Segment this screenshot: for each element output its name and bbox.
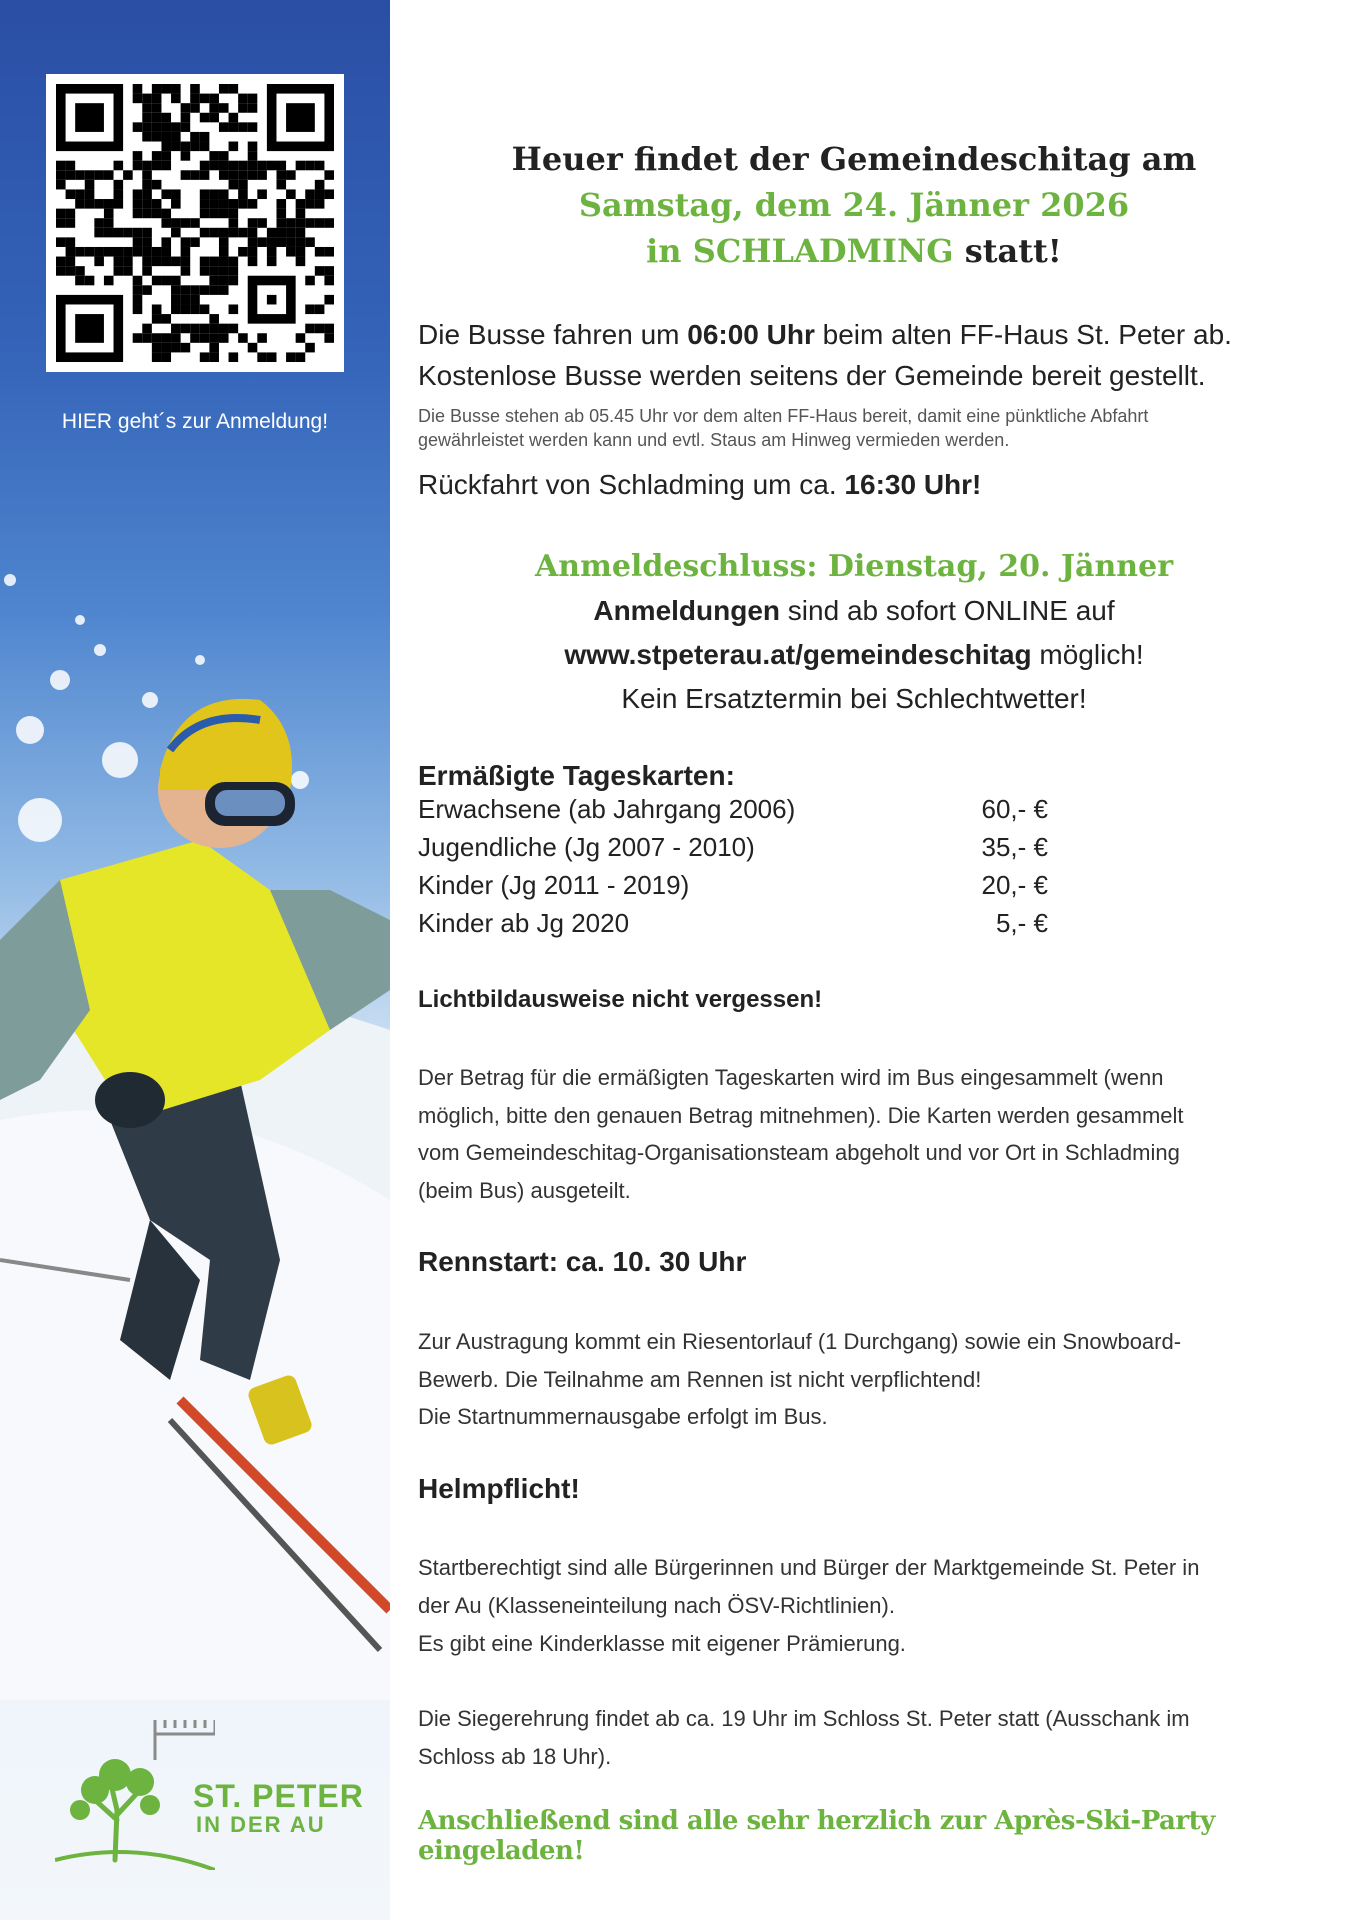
bus-return-time: 16:30 Uhr! <box>844 469 982 500</box>
bus-departure <box>418 314 1290 355</box>
bus-departure-time: 06:00 Uhr <box>687 319 815 350</box>
race-line-1: Zur Austragung kommt ein Riesentorlauf (1 Durchgang) sowie ein Snowboard- <box>418 1329 1182 1354</box>
price-label: Jugendliche (Jg 2007 - 2010) <box>418 832 755 862</box>
headline-line-1: Heuer findet der Gemeindeschitag am <box>511 140 1197 178</box>
race-line-3: Die Startnummernausgabe erfolgt im Bus. <box>418 1404 828 1429</box>
price-label: Erwachsene (ab Jahrgang 2006) <box>418 794 796 824</box>
price-value: 20,- € <box>981 870 1048 900</box>
registration-deadline: Anmeldeschluss: Dienstag, 20. Jänner <box>535 549 1173 584</box>
qr-code[interactable] <box>46 74 344 372</box>
headline-location-name: in SCHLADMING <box>646 232 954 270</box>
race-line-2: Bewerb. Die Teilnahme am Rennen ist nicht verpflichtend! <box>418 1367 982 1392</box>
registration-url-line <box>418 634 1290 675</box>
registration-keyword: Anmeldungen <box>593 595 781 626</box>
price-value: 5,- € <box>995 908 1048 938</box>
logo-subtitle: IN DER AU <box>196 1812 326 1837</box>
payment-line-2: möglich, bitte den genauen Betrag mitnehmen). Die Karten werden gesammelt <box>418 1103 1184 1128</box>
eligibility-line-3: Es gibt eine Kinderklasse mit eigener Prämierung. <box>418 1631 906 1656</box>
price-label: Kinder ab Jg 2020 <box>418 908 630 938</box>
bus-detail-note-2: gewährleistet werden kann und evtl. Staus am Hinweg vermieden werden. <box>418 430 1010 450</box>
registration-url-link[interactable]: www.stpeterau.at/gemeindeschitag <box>564 639 1032 670</box>
bus-return-text: Rückfahrt von Schladming um ca. <box>418 469 845 500</box>
skier-photo <box>0 560 390 1700</box>
registration-url-suffix: möglich! <box>1031 639 1144 670</box>
prices-title: Ermäßigte Tageskarten: <box>418 760 735 791</box>
eligibility-line-1: Startberechtigt sind alle Bürgerinnen und Bürger der Marktgemeinde St. Peter in <box>418 1555 1200 1580</box>
id-reminder: Lichtbildausweise nicht vergessen! <box>418 986 823 1013</box>
qr-code-pattern <box>56 84 334 362</box>
bus-return <box>418 464 1290 505</box>
race-start: Rennstart: ca. 10. 30 Uhr <box>418 1246 747 1277</box>
bus-departure-text: Die Busse fahren um <box>418 319 688 350</box>
bus-detail-note-1: Die Busse stehen ab 05.45 Uhr vor dem alten FF-Haus bereit, damit eine pünktliche Abfahrt <box>418 406 1149 426</box>
headline-location <box>418 228 1290 274</box>
flyer-content <box>418 0 1290 1920</box>
bus-departure-place: beim alten FF-Haus St. Peter ab. <box>814 319 1232 350</box>
headline-location-suffix: statt! <box>953 232 1062 270</box>
qr-caption[interactable]: HIER geht´s zur Anmeldung! <box>61 410 329 433</box>
sidebar <box>0 0 390 1920</box>
bus-free-note: Kostenlose Busse werden seitens der Gemeinde bereit gestellt. <box>418 360 1206 391</box>
price-value: 60,- € <box>981 794 1048 824</box>
price-label: Kinder (Jg 2011 - 2019) <box>418 870 690 900</box>
payment-line-1: Der Betrag für die ermäßigten Tageskarten wird im Bus eingesammelt (wenn <box>418 1065 1164 1090</box>
after-ski-invitation: Anschließend sind alle sehr herzlich zur Après-Ski-Party eingeladen! <box>418 1806 1215 1866</box>
payment-line-3: vom Gemeindeschitag-Organisationsteam abgeholt und vor Ort in Schladming <box>418 1140 1180 1165</box>
headline-date: Samstag, dem 24. Jänner 2026 <box>578 186 1130 224</box>
tree-logo-icon <box>55 1720 215 1870</box>
registration-online-text: sind ab sofort ONLINE auf <box>780 595 1115 626</box>
helmet-requirement: Helmpflicht! <box>418 1473 580 1504</box>
eligibility-line-2: der Au (Klasseneinteilung nach ÖSV-Richtlinien). <box>418 1593 895 1618</box>
registration-online <box>418 590 1290 631</box>
price-value: 35,- € <box>981 832 1048 862</box>
payment-line-4: (beim Bus) ausgeteilt. <box>418 1178 631 1203</box>
ceremony-line-1: Die Siegerehrung findet ab ca. 19 Uhr im Schloss St. Peter statt (Ausschank im <box>418 1706 1190 1731</box>
no-alternative-date: Kein Ersatztermin bei Schlechtwetter! <box>621 683 1087 714</box>
logo-name: ST. PETER <box>193 1778 364 1814</box>
ceremony-line-2: Schloss ab 18 Uhr). <box>418 1744 612 1769</box>
